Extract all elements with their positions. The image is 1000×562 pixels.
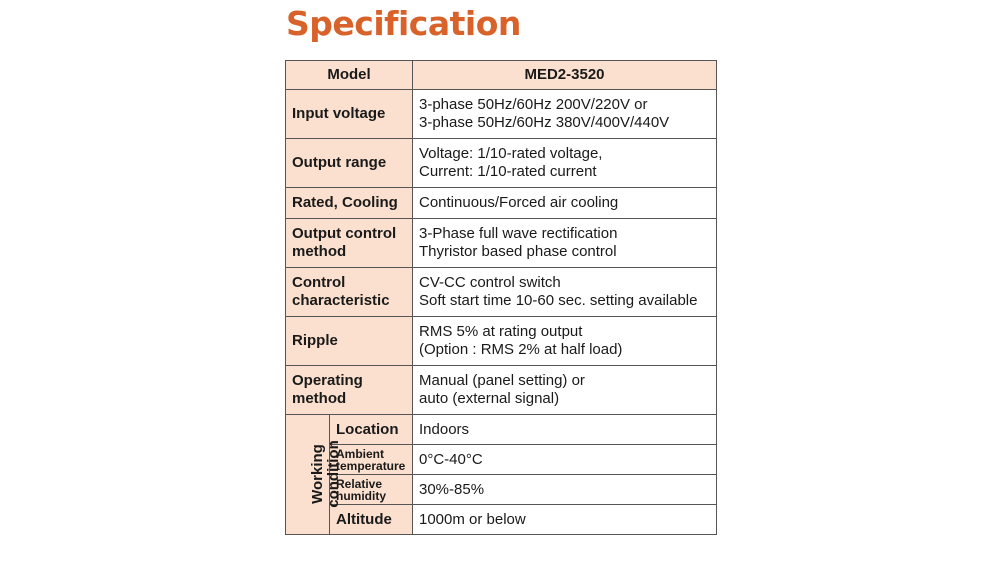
spec-label: Output range (286, 139, 413, 188)
relative-humidity-value: 30%-85% (413, 475, 717, 505)
working-condition-row (286, 415, 717, 445)
spec-label: Output control method (286, 219, 413, 268)
spec-label: Operating method (286, 366, 413, 415)
spec-value: Voltage: 1/10-rated voltage, Current: 1/10-rated current (413, 139, 717, 188)
spec-value: CV-CC control switch Soft start time 10-60 sec. setting available (413, 268, 717, 317)
spec-row (286, 268, 717, 317)
model-row (286, 61, 717, 90)
location-value: Indoors (413, 415, 717, 445)
spec-value: RMS 5% at rating output (Option : RMS 2% at half load) (413, 317, 717, 366)
working-condition-row (286, 475, 717, 505)
ambient-temperature-value: 0°C-40°C (413, 445, 717, 475)
model-value: MED2-3520 (413, 61, 717, 90)
spec-value: Manual (panel setting) or auto (external signal) (413, 366, 717, 415)
spec-value: 3-phase 50Hz/60Hz 200V/220V or 3-phase 50Hz/60Hz 380V/400V/440V (413, 90, 717, 139)
spec-label: Control characteristic (286, 268, 413, 317)
ambient-temperature-label: Ambient temperature (330, 445, 413, 475)
spec-table (285, 60, 717, 535)
spec-value: Continuous/Forced air cooling (413, 188, 717, 219)
spec-value: 3-Phase full wave rectification Thyristor based phase control (413, 219, 717, 268)
relative-humidity-label: Relative humidity (330, 475, 413, 505)
spec-row (286, 188, 717, 219)
spec-label: Rated, Cooling (286, 188, 413, 219)
spec-row (286, 366, 717, 415)
working-condition-label: Working condition (286, 415, 330, 535)
spec-label: Ripple (286, 317, 413, 366)
spec-row (286, 139, 717, 188)
altitude-value: 1000m or below (413, 505, 717, 535)
spec-row (286, 317, 717, 366)
altitude-label: Altitude (330, 505, 413, 535)
page-title: Specification (286, 4, 521, 43)
location-label: Location (330, 415, 413, 445)
working-condition-row (286, 505, 717, 535)
working-condition-row (286, 445, 717, 475)
spec-row (286, 219, 717, 268)
model-label: Model (286, 61, 413, 90)
spec-label: Input voltage (286, 90, 413, 139)
spec-row (286, 90, 717, 139)
